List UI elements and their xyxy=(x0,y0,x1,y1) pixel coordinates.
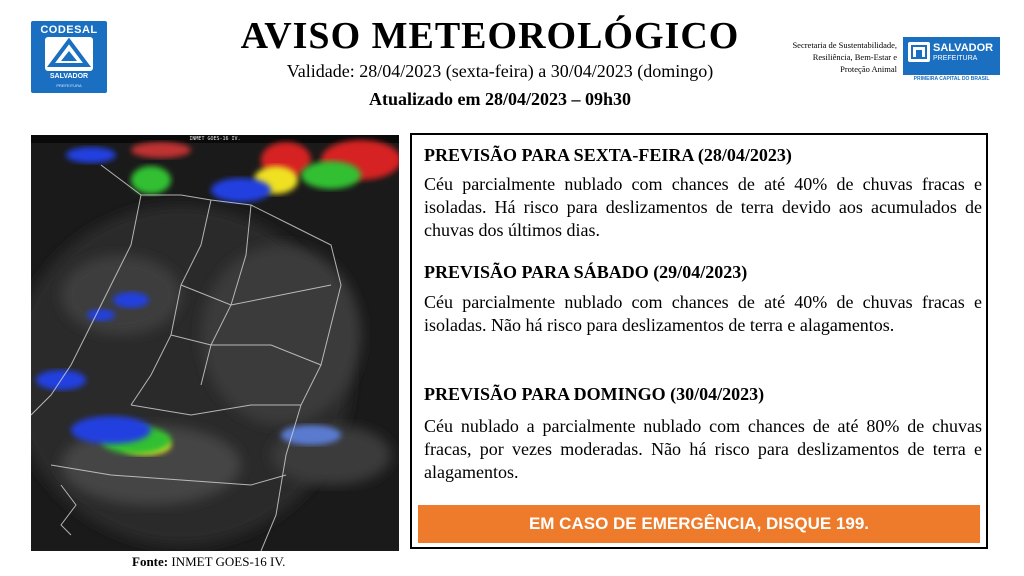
secretaria-line: Secretaria de Sustentabilidade, xyxy=(792,40,897,50)
forecast-title-sunday: PREVISÃO PARA DOMINGO (30/04/2023) xyxy=(424,384,765,404)
salvador-logo-sub: PREFEITURA xyxy=(933,55,978,62)
codesal-logo-sub: SALVADOR xyxy=(49,73,89,80)
source-label: Fonte: xyxy=(132,554,169,569)
forecast-text-sunday: Céu nublado a parcialmente nublado com chances de até 80% de chuvas fracas, por vezes moderadas. Não há risco para deslizamentos de terra e alagamentos. xyxy=(424,416,982,482)
codesal-logo xyxy=(31,21,107,93)
emergency-banner: EM CASO DE EMERGÊNCIA, DISQUE 199. xyxy=(418,505,980,543)
validity-text: Validade: 28/04/2023 (sexta-feira) a 30/04/2023 (domingo) xyxy=(286,61,714,81)
salvador-emblem-icon xyxy=(908,42,930,62)
codesal-logo-tag: PREFEITURA xyxy=(56,83,82,88)
satellite-map-icon xyxy=(31,135,399,551)
secretaria-line: Resiliência, Bem-Estar e xyxy=(812,52,897,62)
updated-text: Atualizado em 28/04/2023 – 09h30 xyxy=(368,89,631,109)
forecast-text-saturday: Céu parcialmente nublado com chances de até 40% de chuvas fracas e isoladas. Não há risco para deslizamentos de terra e alagamentos. xyxy=(424,292,982,335)
forecast-title-friday: PREVISÃO PARA SEXTA-FEIRA (28/04/2023) xyxy=(424,145,792,165)
secretaria-line: Proteção Animal xyxy=(840,64,897,74)
forecast-title-saturday: PREVISÃO PARA SÁBADO (29/04/2023) xyxy=(424,262,748,282)
codesal-logo-name: CODESAL xyxy=(40,24,98,36)
forecast-text-friday: Céu parcialmente nublado com chances de até 40% de chuvas fracas e isoladas. Há risco para deslizamentos de terra devido aos acumulados de chuvas dos últimos dias. xyxy=(424,174,982,240)
source-value: INMET GOES-16 IV. xyxy=(171,554,286,569)
satellite-image xyxy=(31,135,399,551)
source-text xyxy=(132,554,285,570)
page-title: AVISO METEOROLÓGICO xyxy=(240,15,740,57)
salvador-logo xyxy=(903,37,1000,82)
secretaria-text xyxy=(735,39,897,75)
codesal-emblem-icon xyxy=(45,37,93,71)
salvador-logo-tag: PRIMEIRA CAPITAL DO BRASIL xyxy=(913,76,990,82)
satellite-caption: INMET GOES-16 IV. xyxy=(189,136,241,142)
salvador-logo-name: SALVADOR xyxy=(933,42,994,54)
